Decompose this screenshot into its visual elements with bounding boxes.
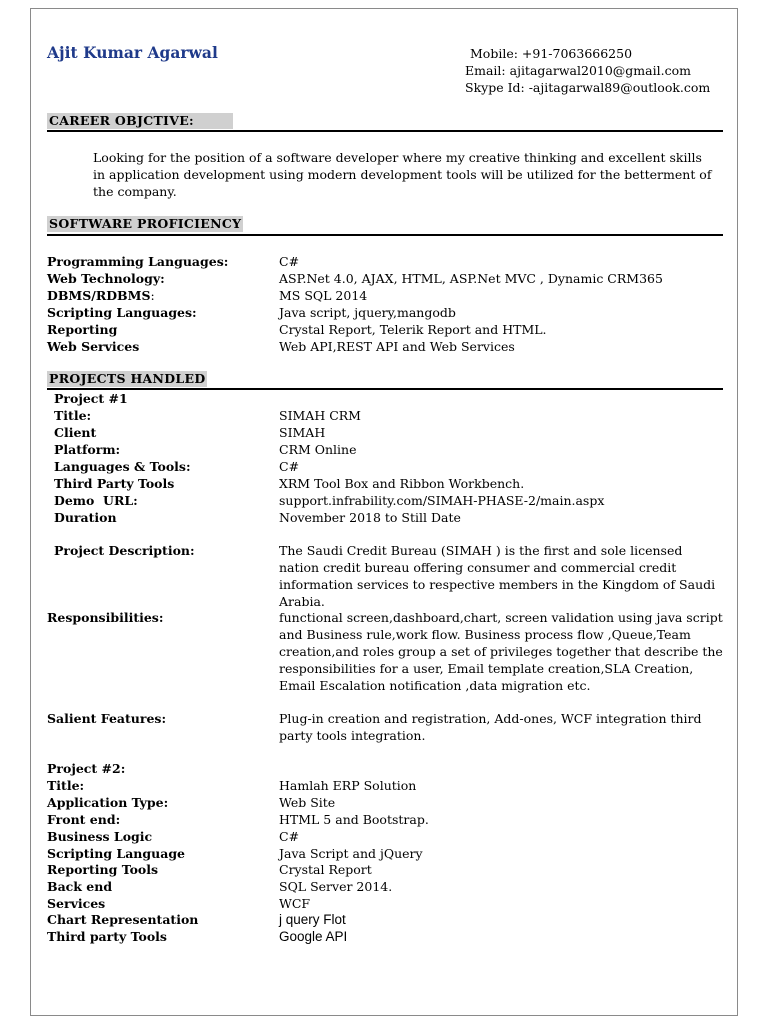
career-objective-heading: CAREER OBJCTIVE: — [47, 113, 233, 129]
projects-rule — [47, 388, 723, 390]
project1-label: Client — [54, 425, 97, 440]
skill-value: Web API,REST API and Web Services — [279, 339, 515, 354]
candidate-name: Ajit Kumar Agarwal — [47, 43, 218, 62]
project2-value: HTML 5 and Bootstrap. — [279, 812, 429, 827]
skill-value: Java script, jquery,mangodb — [279, 305, 456, 320]
project2-label: Business Logic — [47, 829, 153, 844]
projects-heading: PROJECTS HANDLED — [49, 371, 206, 386]
software-rule — [47, 234, 723, 236]
skill-label: DBMS/RDBMS: — [47, 288, 155, 303]
project2-value: Web Site — [279, 795, 336, 810]
project2-value: Crystal Report — [279, 862, 372, 877]
email-address: Email: ajitagarwal2010@gmail.com — [465, 63, 691, 78]
project1-value: CRM Online — [279, 442, 357, 457]
project2-title: Project #2: — [47, 761, 126, 776]
project2-label: Third party Tools — [47, 929, 167, 944]
skill-label: Scripting Languages: — [47, 305, 197, 320]
project1-title: Project #1 — [54, 391, 128, 406]
skill-label: Reporting — [47, 322, 118, 337]
project2-label: Front end: — [47, 812, 121, 827]
contact-block — [465, 45, 710, 96]
project2-value: C# — [279, 829, 300, 844]
project2-label: Services — [47, 896, 106, 911]
project1-label: Third Party Tools — [54, 476, 175, 491]
project1-value: XRM Tool Box and Ribbon Workbench. — [279, 476, 525, 491]
project2-label: Title: — [47, 778, 85, 793]
career-objective-text: Looking for the position of a software developer where my creative thinking and excellent skills in application development using modern development tools will be utilized for the betterment of the company. — [93, 150, 712, 199]
skill-label: Web Services — [47, 339, 140, 354]
project2-label: Application Type: — [47, 795, 169, 810]
salient-features-label: Salient Features: — [47, 711, 167, 726]
skype-id: Skype Id: -ajitagarwal89@outlook.com — [465, 80, 711, 95]
project-description-label: Project Description: — [54, 543, 195, 558]
responsibilities-label: Responsibilities: — [47, 610, 164, 625]
salient-features-text: Plug-in creation and registration, Add-ones, WCF integration third party tools integration. — [279, 711, 702, 743]
project2-value: Google API — [279, 929, 348, 944]
project-description-text: The Saudi Credit Bureau (SIMAH ) is the first and sole licensed nation credit bureau offering consumer and commercial credit information services to respective members in the Kingdom of Saudi Arabia. — [279, 543, 716, 609]
career-rule — [47, 130, 723, 132]
project2-label: Back end — [47, 879, 113, 894]
skill-value: MS SQL 2014 — [279, 288, 368, 303]
mobile-number: Mobile: +91-7063666250 — [470, 46, 633, 61]
project1-label: Platform: — [54, 442, 121, 457]
skill-label: Web Technology: — [47, 271, 165, 286]
project2-value: WCF — [279, 896, 311, 911]
project2-value: SQL Server 2014. — [279, 879, 393, 894]
project2-value: j query Flot — [279, 912, 346, 927]
project2-label: Reporting Tools — [47, 862, 159, 877]
project2-label: Chart Representation — [47, 912, 199, 927]
demo-url[interactable]: support.infrability.com/SIMAH-PHASE-2/main.aspx — [279, 493, 605, 508]
skill-value: ASP.Net 4.0, AJAX, HTML, ASP.Net MVC , Dynamic CRM365 — [279, 271, 663, 286]
project1-label: Demo URL: — [54, 493, 138, 508]
project1-value: C# — [279, 459, 300, 474]
software-proficiency-heading: SOFTWARE PROFICIENCY — [49, 216, 242, 231]
project1-label: Title: — [54, 408, 92, 423]
project1-value: SIMAH CRM — [279, 408, 361, 423]
project1-value: November 2018 to Still Date — [279, 510, 461, 525]
project2-label: Scripting Language — [47, 846, 186, 861]
project1-value: SIMAH — [279, 425, 326, 440]
skill-value: C# — [279, 254, 300, 269]
project1-label: Languages & Tools: — [54, 459, 191, 474]
skill-label: Programming Languages: — [47, 254, 229, 269]
project2-value: Java Script and jQuery — [279, 846, 423, 861]
project2-value: Hamlah ERP Solution — [279, 778, 417, 793]
skill-value: Crystal Report, Telerik Report and HTML. — [279, 322, 547, 337]
responsibilities-text: functional screen,dashboard,chart, screen validation using java script and Business rule,work flow. Business process flow ,Queue,Team creation,and roles group a set of privileges together that describe the responsibilities for a user, Email template creation,SLA Creation, Email Escalation notification ,data migration etc. — [279, 610, 723, 693]
project1-label: Duration — [54, 510, 117, 525]
